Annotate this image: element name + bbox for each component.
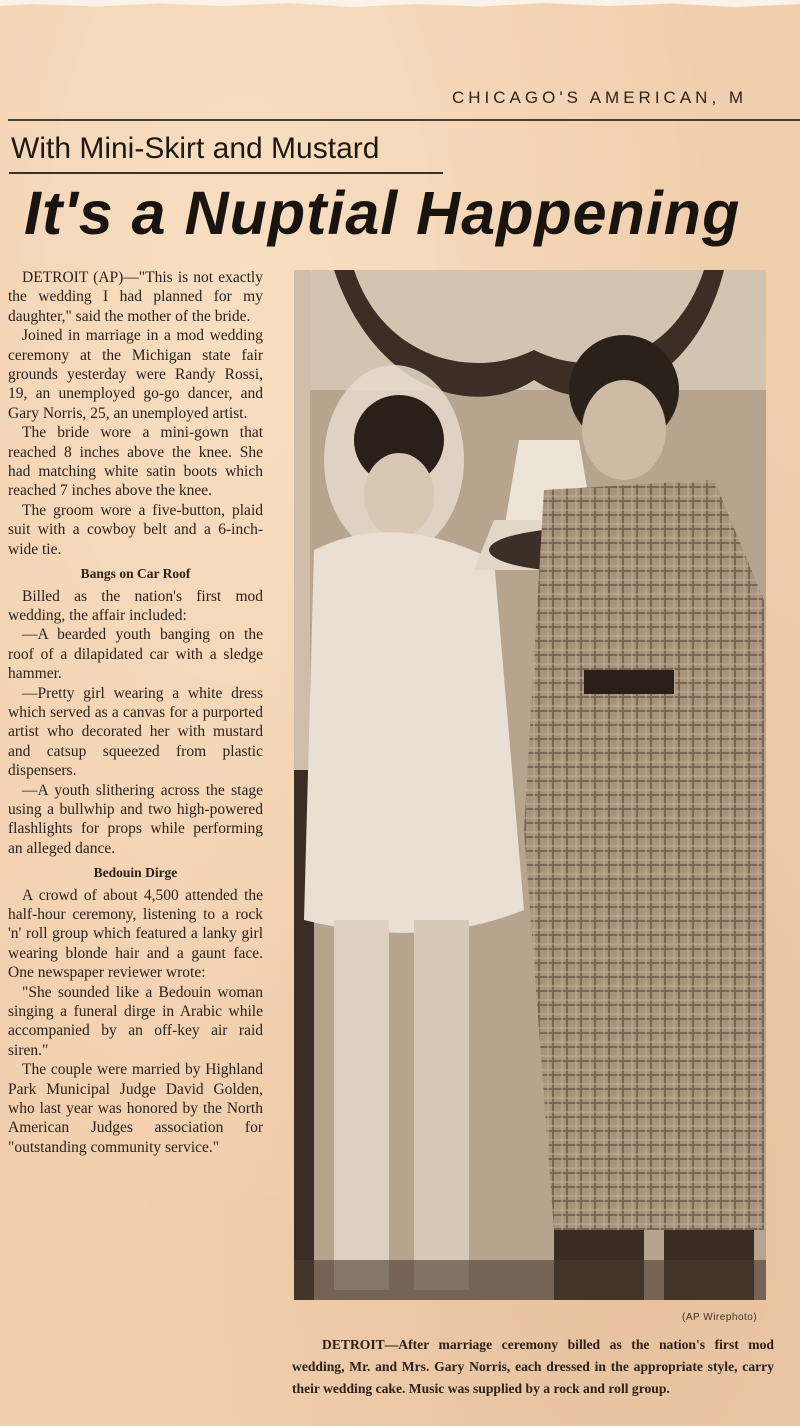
article-paragraph: A crowd of about 4,500 attended the half-hour ceremony, listening to a rock 'n' roll group which featured a lanky girl wearing blonde hair and a gaunt face. One newspaper reviewer wrote: xyxy=(8,886,263,982)
masthead: CHICAGO'S AMERICAN, M xyxy=(452,88,748,107)
wedding-photo xyxy=(294,270,766,1300)
article-paragraph: The bride wore a mini-gown that reached 8 inches above the knee. She had matching white satin boots which reached 7 inches above the knee. xyxy=(8,424,263,500)
main-headline: It's a Nuptial Happening xyxy=(24,179,741,247)
article-paragraph: The couple were married by Highland Park Municipal Judge David Golden, who last year was honored by the North American Judges association for "outstanding community service." xyxy=(8,1061,263,1156)
masthead-rule xyxy=(8,119,800,121)
article-body xyxy=(8,268,263,1157)
article-paragraph: Joined in marriage in a mod wedding ceremony at the Michigan state fair grounds yesterday were Randy Rossi, 19, an unemployed go-go dancer, and Gary Norris, 25, an unemployed artist. xyxy=(8,327,263,422)
photo-credit: (AP Wirephoto) xyxy=(682,1312,758,1323)
article-paragraph: —Pretty girl wearing a white dress which served as a canvas for a purported artist who decorated her with mustard and catsup squeezed from plastic dispensers. xyxy=(8,684,263,780)
kicker-rule xyxy=(9,172,443,174)
article-paragraph: "She sounded like a Bedouin woman singing a funeral dirge in Arabic while accompanied by an off-key air raid siren." xyxy=(8,983,263,1059)
subhead: Bangs on Car Roof xyxy=(80,566,191,582)
article-paragraph: —A youth slithering across the stage using a bullwhip and two high-powered flashlights for props while performing an alleged dance. xyxy=(8,781,263,857)
subhead: Bedouin Dirge xyxy=(93,865,178,881)
article-paragraph: Billed as the nation's first mod wedding, the affair included: xyxy=(8,587,263,624)
article-paragraph: DETROIT (AP)—"This is not exactly the wedding I had planned for my daughter," said the mother of the bride. xyxy=(8,269,263,325)
article-paragraph: —A bearded youth banging on the roof of a dilapidated car with a sledge hammer. xyxy=(8,626,263,683)
wedding-photo-illustration xyxy=(294,270,766,1300)
photo-caption: DETROIT—After marriage ceremony billed as the nation's first mod wedding, Mr. and Mrs. Gary Norris, each dressed in the appropriate style, carry their wedding cake. Music was supplied by a rock and roll group. xyxy=(292,1337,774,1396)
article-paragraph: The groom wore a five-button, plaid suit with a cowboy belt and a 6-inch-wide tie. xyxy=(8,501,263,558)
kicker-headline: With Mini-Skirt and Mustard xyxy=(11,132,380,165)
